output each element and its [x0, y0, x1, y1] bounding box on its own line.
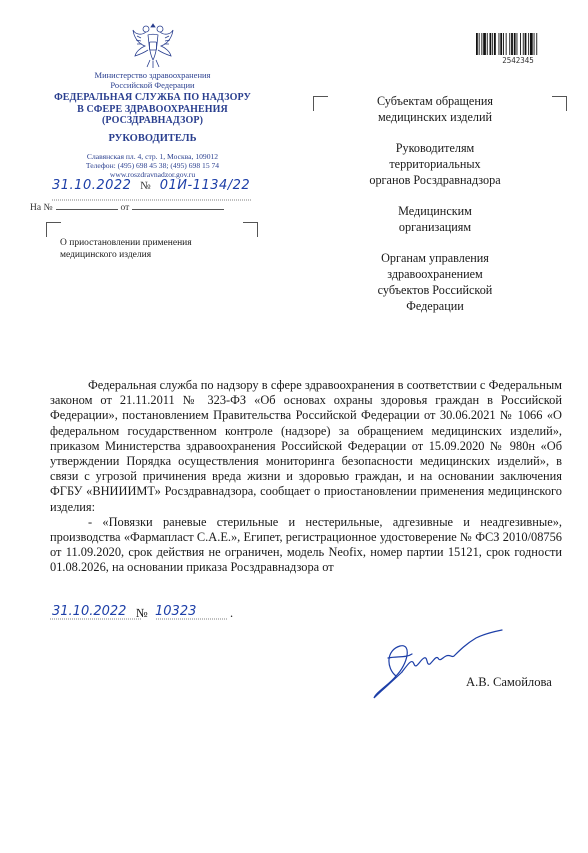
- ref-number-blank: [56, 201, 118, 210]
- registration-date: 31.10.2022: [52, 178, 132, 193]
- recipient-group: Руководителям территориальных органов Росздравнадзора: [369, 141, 501, 187]
- head-title: РУКОВОДИТЕЛЬ: [108, 133, 197, 144]
- ref-from-label: от: [120, 203, 130, 213]
- registration-number: 01И-1134/22: [159, 178, 251, 193]
- order-date-handwritten: 31.10.2022: [52, 604, 127, 619]
- letter-subject: О приостановлении применения медицинского изделия: [60, 238, 192, 260]
- registration-handwritten: [52, 178, 250, 193]
- ref-date-blank: [132, 201, 224, 210]
- order-end: .: [230, 606, 234, 620]
- address-block: Славянская пл. 4, стр. 1, Москва, 109012 Телефон: (495) 698 45 38; (495) 698 15 74 www.roszdravnadzor.gov.ru: [85, 152, 220, 180]
- order-number-handwritten: 10323: [155, 604, 197, 619]
- order-number-label: №: [136, 606, 148, 620]
- recipients-block: [325, 93, 545, 329]
- ministry-name: Министерство здравоохранения Российской Федерации: [94, 70, 211, 90]
- ref-number-label: На №: [30, 203, 53, 213]
- subject-corner-right: [243, 222, 258, 237]
- signatory-name: А.В. Самойлова: [466, 675, 552, 689]
- letter-body: [50, 378, 562, 576]
- recipient-group: Органам управления здравоохранением субъектов Российской Федерации: [377, 251, 493, 313]
- recipient-group: Медицинским организациям: [398, 204, 472, 234]
- barcode: [476, 33, 560, 55]
- body-paragraph: Федеральная служба по надзору в сфере здравоохранения в соответствии с Федеральным законом от 21.11.2011 № 323-ФЗ «Об основах охраны здоровья граждан в Российской Федерации», постановлением Правительства Российской Федерации от 30.06.2021 № 1066 «О федеральном государственном контроле (надзоре) за обращением медицинских изделий», приказом Министерства здравоохранения Российской Федерации от 15.09.2020 № 980н «Об утверждении Порядка осуществления мониторинга безопасности медицинских изделий», в связи с угрозой причинения вреда жизни и здоровью граждан, и на основании заключения ФГБУ «ВНИИИМТ» Росздравнадзора, сообщает о приостановлении применения медицинского изделия:: [50, 378, 562, 514]
- reference-line: [30, 201, 227, 213]
- service-name: ФЕДЕРАЛЬНАЯ СЛУЖБА ПО НАДЗОРУ В СФЕРЕ ЗДРАВООХРАНЕНИЯ (РОСЗДРАВНАДЗОР): [54, 92, 251, 126]
- signature-icon: [368, 628, 513, 706]
- coat-of-arms-emblem: [131, 22, 175, 70]
- recipient-group: Субъектам обращения медицинских изделий: [376, 94, 493, 124]
- body-paragraph: - «Повязки раневые стерильные и нестерильные, адгезивные и неадгезивные», производства «Фармапласт С.А.Е.», Египет, регистрационное удостоверение № ФСЗ 2010/08756 от 11.09.2020, срок действия не ограничен, модель Neofix, номер партии 15121, срок годности 01.08.2026, на основании приказа Росздравнадзора от: [50, 514, 562, 575]
- recipients-corner-right: [552, 96, 567, 111]
- registration-number-label: №: [140, 180, 152, 192]
- subject-corner-left: [46, 222, 61, 237]
- barcode-number: 2542345: [502, 56, 534, 65]
